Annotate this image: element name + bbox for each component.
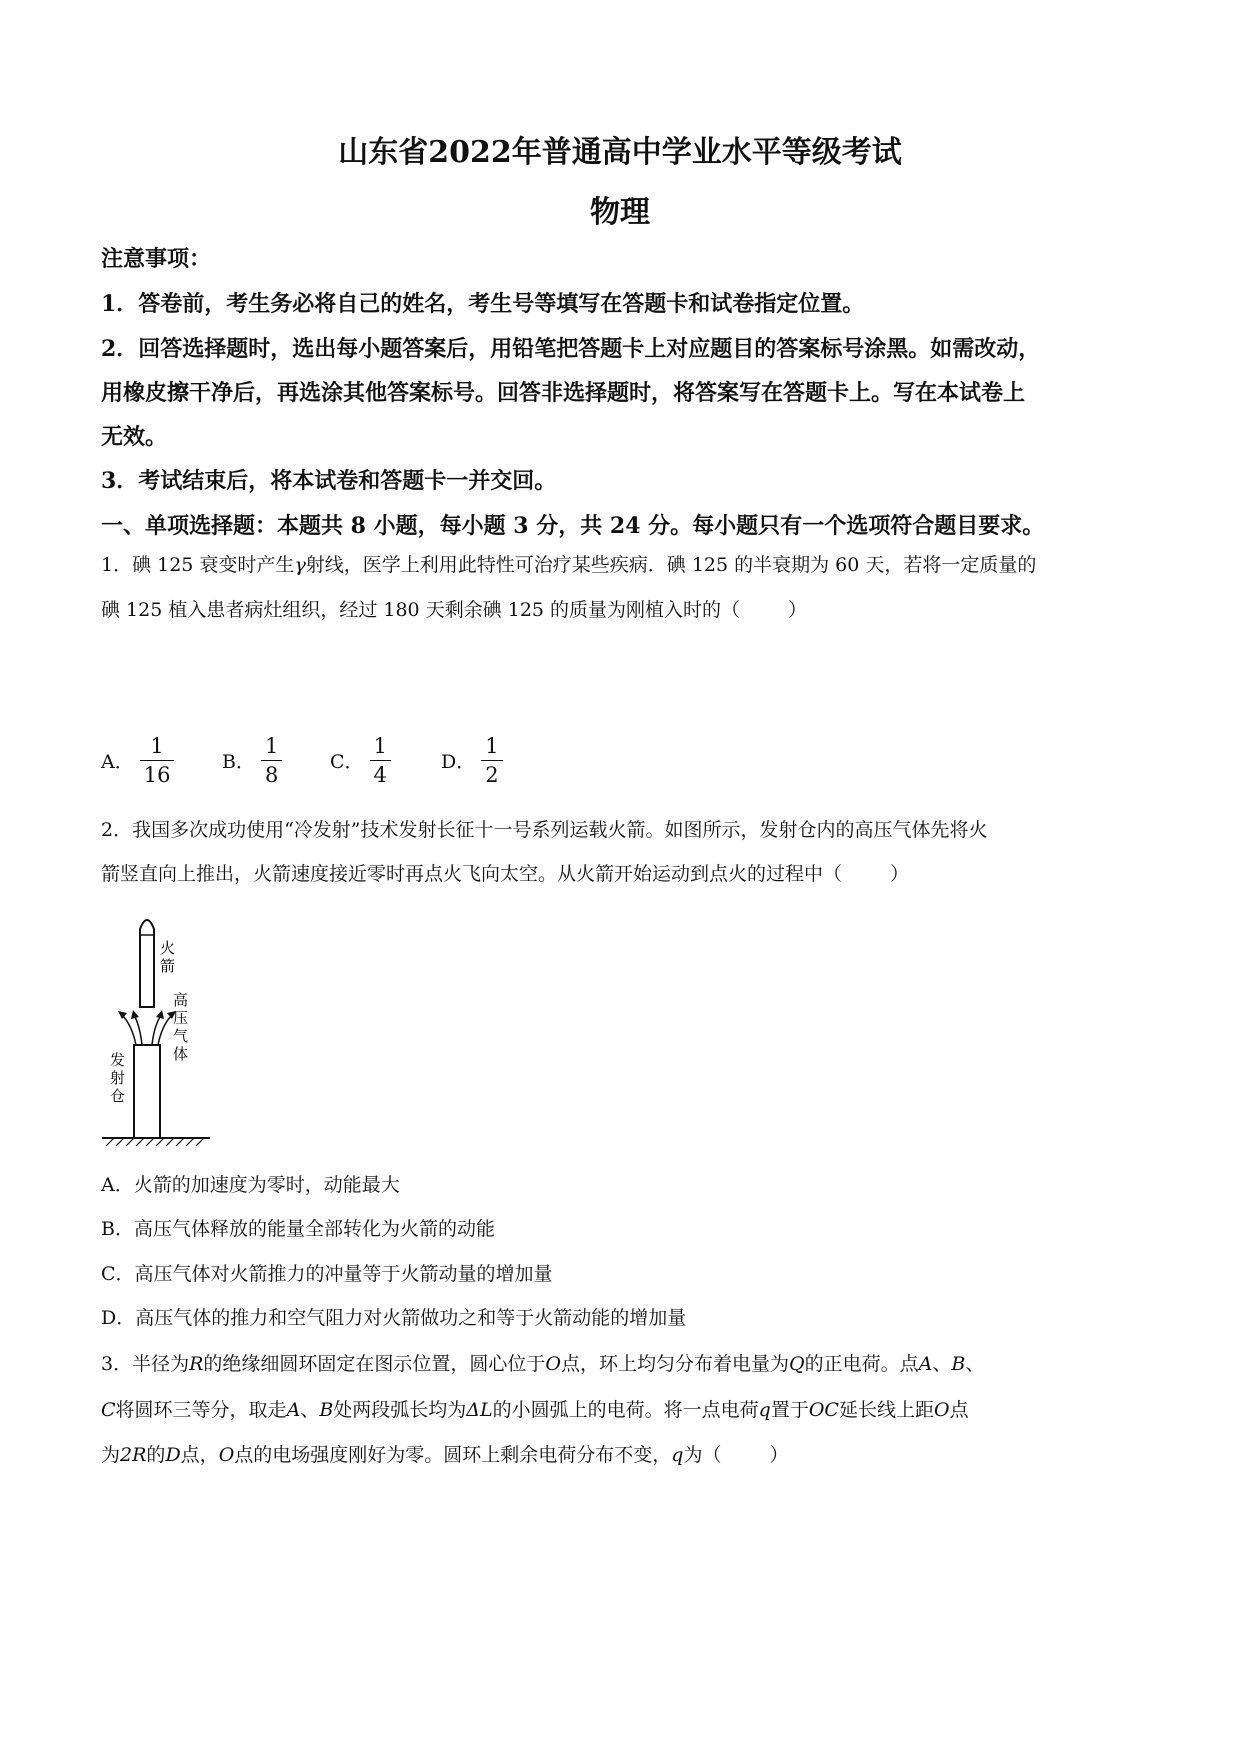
q2-line-2 (101, 860, 1144, 888)
q2-line-1: 2．我国多次成功使用“冷发射”技术发射长征十一号系列运载火箭。如图所示，发射仓内的高压气体先将火 (101, 819, 988, 841)
var-A: A (286, 1399, 301, 1421)
gas-arrow (122, 1015, 136, 1045)
notice-item-2-line-3: 无效。 (101, 424, 168, 450)
q2-option-a[interactable]: A．火箭的加速度为零时，动能最大 (101, 1174, 400, 1196)
q2-option-d[interactable]: D．高压气体的推力和空气阻力对火箭做功之和等于火箭动能的增加量 (101, 1307, 687, 1329)
q3-line-1: 3．半径为R的绝缘细圆环固定在图示位置，圆心位于O点，环上均匀分布着电量为Q的正电荷。点A、B、 (101, 1353, 985, 1375)
notice-heading: 注意事项： (101, 246, 212, 272)
gas-label-char: 高 (173, 991, 189, 1009)
q2-option-c[interactable]: C．高压气体对火箭推力的冲量等于火箭动量的增加量 (101, 1263, 553, 1285)
var-A: A (918, 1353, 933, 1375)
section-1-heading: 一、单项选择题：本题共 8 小题，每小题 3 分，共 24 分。每小题只有一个选项符合题目要求。 (101, 513, 1045, 539)
rocket-label-char: 火 (160, 939, 176, 957)
option-label: C． (330, 750, 364, 773)
exam-title: 山东省2022年普通高中学业水平等级考试 (338, 135, 902, 170)
subject-title: 物理 (590, 195, 650, 230)
gas-label-char: 体 (173, 1045, 189, 1063)
gas-label-char: 气 (173, 1027, 189, 1045)
gas-arrow (135, 1017, 142, 1045)
launch-silo (134, 1045, 160, 1138)
fraction: $\frac{1}{16}$ (140, 732, 175, 789)
q1-text-a: 1．碘 125 衰变时产生 (101, 554, 295, 576)
var-C: C (101, 1399, 116, 1421)
silo-label-char: 仓 (110, 1087, 126, 1105)
rocket-launch-figure (100, 905, 220, 1150)
option-label: B． (222, 750, 255, 773)
var-2R: 2R (120, 1444, 147, 1466)
gas-arrow (158, 1015, 172, 1045)
gas-arrow-head (118, 1011, 127, 1019)
fraction: $\frac{1}{4}$ (370, 732, 391, 789)
var-B: B (951, 1353, 966, 1375)
q3-line-3: 为2R的D点，O点的电场强度刚好为零。圆环上剩余电荷分布不变，q为（ ） (101, 1444, 789, 1466)
gas-arrow-head (156, 1010, 164, 1019)
var-O: O (218, 1444, 235, 1466)
silo-label-char: 发 (110, 1051, 126, 1069)
var-OC: OC (808, 1399, 839, 1421)
silo-label-char: 射 (110, 1069, 126, 1087)
q1-option-b[interactable] (222, 728, 288, 792)
q1-option-c[interactable] (330, 728, 397, 792)
q3-line-2: C将圆环三等分，取走A、B处两段弧长均为ΔL的小圆弧上的电荷。将一点电荷q置于OC延长线上距O点 (101, 1399, 969, 1421)
option-label: D． (441, 750, 476, 773)
ground-hatch (106, 1138, 204, 1146)
fraction: $\frac{1}{2}$ (481, 732, 502, 789)
q2-text: 箭竖直向上推出，火箭速度接近零时再点火飞向太空。从火箭开始运动到点火的过程中（ (101, 863, 843, 885)
q3-close-paren: ） (769, 1444, 789, 1466)
notice-item-1: 1．答卷前，考生务必将自己的姓名，考生号等填写在答题卡和试卷指定位置。 (101, 291, 865, 317)
q1-option-a[interactable] (101, 728, 180, 792)
var-Q: Q (789, 1353, 805, 1375)
notice-item-2-line-1: 2．回答选择题时，选出每小题答案后，用铅笔把答题卡上对应题目的答案标号涂黑。如需改动， (101, 336, 1041, 362)
q2-option-b[interactable]: B．高压气体释放的能量全部转化为火箭的动能 (101, 1218, 495, 1240)
notice-item-2-line-2: 用橡皮擦干净后，再选涂其他答案标号。回答非选择题时，将答案写在答题卡上。写在本试卷上 (101, 380, 1026, 406)
notice-item-3: 3．考试结束后，将本试卷和答题卡一并交回。 (101, 468, 557, 494)
q1-option-d[interactable] (441, 728, 509, 792)
gamma-symbol: γ (294, 554, 306, 576)
q1-text-c: 碘 125 植入患者病灶组织，经过 180 天剩余碘 125 的质量为刚植入时的（ (101, 599, 741, 621)
var-R: R (189, 1353, 204, 1375)
rocket-body (140, 920, 154, 1007)
fraction: $\frac{1}{8}$ (261, 732, 282, 789)
var-D: D (165, 1444, 181, 1466)
var-B: B (319, 1399, 334, 1421)
gas-label-char: 压 (173, 1009, 189, 1027)
rocket-label-char: 箭 (160, 957, 176, 975)
q1-close-paren: ） (788, 599, 808, 621)
q1-line-1 (101, 551, 1144, 579)
var-O: O (545, 1353, 561, 1375)
q1-line-2 (101, 596, 1144, 624)
option-label: A． (101, 750, 134, 773)
q1-text-b: 射线，医学上利用此特性可治疗某些疾病．碘 125 的半衰期为 60 天，若将一定质量的 (305, 554, 1037, 576)
var-q: q (671, 1444, 684, 1466)
q2-close-paren: ） (890, 863, 910, 885)
var-O: O (933, 1399, 950, 1421)
var-q: q (758, 1399, 771, 1421)
gas-arrow-head (131, 1010, 139, 1019)
var-delta-L: ΔL (466, 1399, 493, 1421)
